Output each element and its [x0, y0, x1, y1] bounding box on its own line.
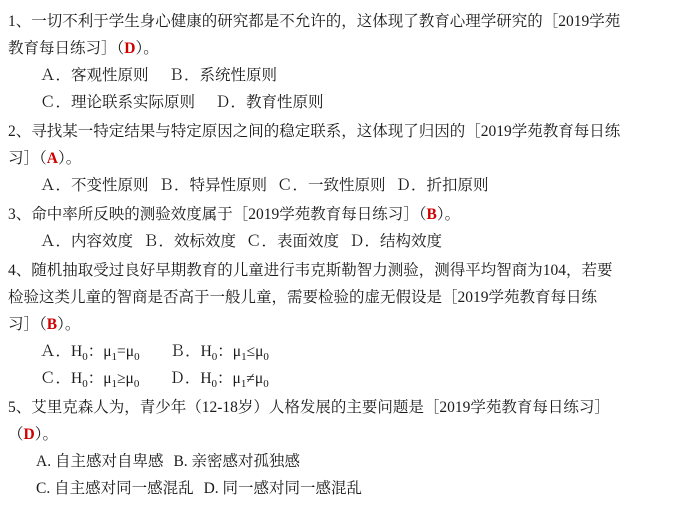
option-a-rest2: =μ: [117, 343, 135, 360]
option-line: [8, 338, 664, 365]
subscript: 0: [211, 351, 218, 364]
subscript: 0: [133, 378, 140, 391]
question-stem: [8, 8, 664, 35]
option-a-label: Ａ．H: [40, 343, 83, 360]
answer-key: A: [46, 150, 58, 167]
question-stem-text3: ）。: [57, 316, 81, 333]
option-d-label: Ｄ．H: [169, 370, 212, 387]
option-line: [8, 448, 664, 475]
question-block: [8, 257, 664, 392]
question-number: 4、: [8, 262, 32, 279]
question-stem-text3: ）。: [135, 40, 159, 57]
question-block: [8, 118, 664, 199]
question-stem-continued: [8, 421, 664, 448]
option-a-rest: ：μ: [87, 343, 112, 360]
question-stem: [8, 394, 664, 421]
option-d: Ｄ．教育性原则: [215, 94, 324, 111]
option-d: D. 同一感对同一感混乱: [203, 480, 363, 497]
option-a: A. 自主感对自卑感: [36, 453, 164, 470]
subscript: 1: [241, 351, 247, 364]
option-d: Ｄ．结构效度: [349, 233, 443, 250]
subscript: 0: [263, 378, 269, 391]
answer-key: B: [426, 206, 437, 223]
option-c-rest: ：μ: [87, 370, 112, 387]
option-b-label: Ｂ．H: [169, 343, 212, 360]
question-stem-text3: ）。: [34, 426, 58, 443]
subscript: 0: [134, 351, 140, 364]
option-c: Ｃ．理论联系实际原则: [40, 94, 196, 111]
subscript: 0: [211, 378, 218, 391]
question-stem-continued: [8, 284, 664, 311]
subscript: 0: [263, 351, 269, 364]
option-a: Ａ．不变性原则: [40, 177, 149, 194]
option-line: [8, 228, 664, 255]
option-c-label: Ｃ．H: [40, 370, 83, 387]
question-block: [8, 201, 664, 255]
option-d: [169, 370, 269, 391]
option-line: [8, 62, 664, 89]
question-stem-text2b: 习］（: [8, 316, 47, 333]
option-line: [8, 172, 664, 199]
question-stem-text3: ）。: [436, 206, 461, 223]
answer-key: D: [23, 426, 35, 443]
question-stem-text: 寻找某一特定结果与特定原因之间的稳定联系，这体现了归因的［2019学苑教育每日练: [31, 123, 621, 140]
subscript: 1: [240, 378, 247, 391]
question-stem-text: 艾里克森人为，青少年（12-18岁）人格发展的主要问题是［2019学苑教育每日练习］: [31, 399, 610, 416]
question-stem-text: 命中率所反映的测验效度属于［2019学苑教育每日练习］（: [31, 206, 427, 223]
option-d-rest: ：μ: [217, 370, 241, 387]
option-b: Ｂ．特异性原则: [158, 177, 268, 194]
option-d-rest2: ≠μ: [246, 370, 264, 387]
option-d: Ｄ．折扣原则: [395, 177, 489, 194]
question-number: 5、: [8, 399, 32, 416]
option-b: [169, 343, 269, 364]
answer-key: D: [124, 40, 136, 57]
option-a: Ａ．客观性原则: [40, 67, 149, 84]
option-b-rest: ：μ: [217, 343, 242, 360]
subscript: 0: [82, 351, 88, 364]
option-a: [40, 343, 140, 364]
question-stem-continued-2: [8, 311, 664, 338]
subscript: 1: [111, 378, 118, 391]
question-stem-text2: 习］（: [8, 150, 47, 167]
option-line: [8, 365, 664, 392]
option-c: C. 自主感对同一感混乱: [36, 480, 194, 497]
option-a: Ａ．内容效度: [40, 233, 134, 250]
question-number: 2、: [8, 123, 32, 140]
option-b-rest2: ≤μ: [246, 343, 264, 360]
answer-key: B: [46, 316, 58, 333]
question-block: [8, 8, 664, 116]
subscript: 0: [82, 378, 88, 391]
option-c: Ｃ．表面效度: [246, 233, 340, 250]
question-number: 3、: [8, 206, 32, 223]
question-stem-continued: [8, 145, 664, 172]
question-stem: [8, 201, 664, 228]
subscript: 1: [111, 351, 118, 364]
question-stem-text2: 检验这类儿童的智商是否高于一般儿童，需要检验的虚无假设是［2019学苑教育每日练: [8, 289, 598, 306]
question-stem-text: 随机抽取受过良好早期教育的儿童进行韦克斯勒智力测验，测得平均智商为104，若要: [31, 262, 613, 279]
question-stem: [8, 257, 664, 284]
option-c-rest2: ≥μ: [117, 370, 134, 387]
option-b: Ｂ．效标效度: [143, 233, 237, 250]
question-stem: [8, 118, 664, 145]
option-b: B. 亲密感对孤独感: [173, 453, 301, 470]
option-c: Ｃ．一致性原则: [277, 177, 386, 194]
question-stem-text2: （: [8, 426, 24, 443]
question-stem-text2: 教育每日练习］（: [8, 40, 125, 57]
question-number: 1、: [8, 13, 32, 30]
question-block: [8, 394, 664, 502]
question-stem-text: 一切不利于学生身心健康的研究都是不允许的，这体现了教育心理学研究的［2019学苑: [31, 13, 621, 30]
question-stem-continued: [8, 35, 664, 62]
question-stem-text3: ）。: [57, 150, 82, 167]
option-c: [40, 370, 140, 391]
option-line: [8, 89, 664, 116]
option-line: [8, 475, 664, 502]
option-b: Ｂ．系统性原则: [168, 67, 278, 84]
